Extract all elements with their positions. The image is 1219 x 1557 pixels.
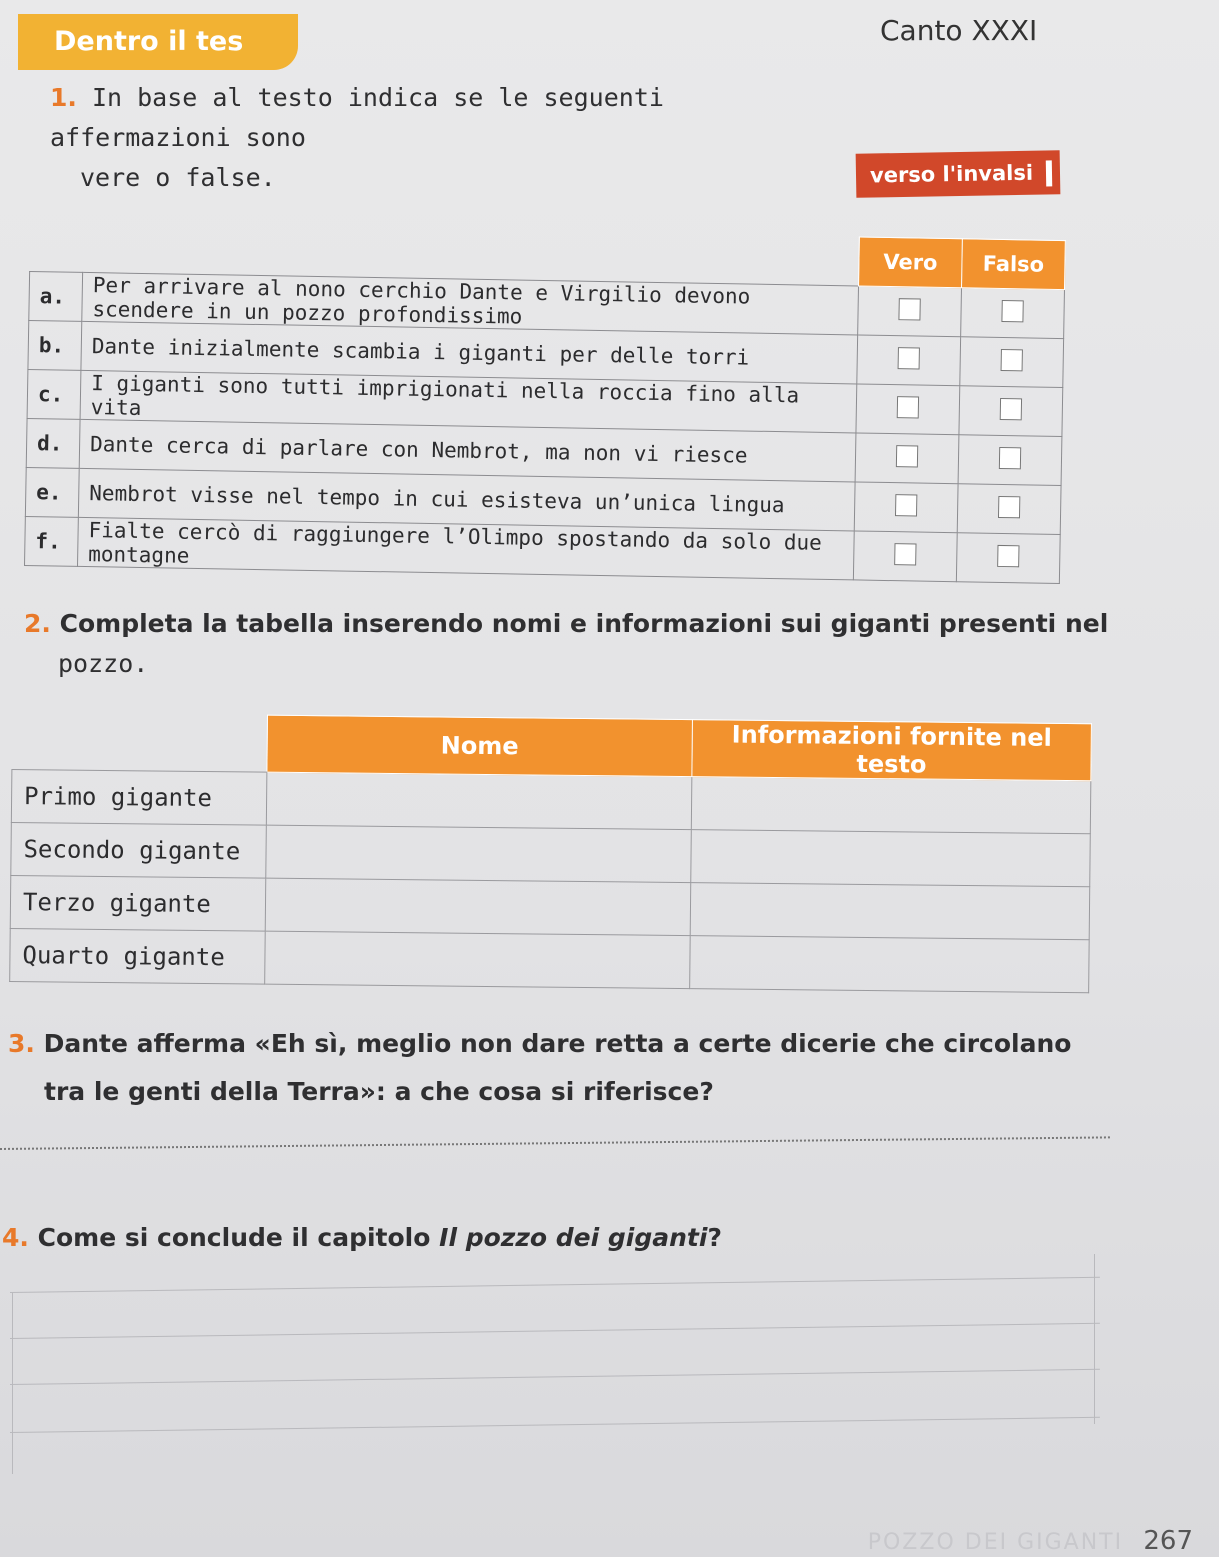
question-1-text-line1: In base al testo indica se le seguenti affermazioni sono <box>50 83 664 152</box>
row-cell-vero <box>856 384 960 435</box>
header-vero: Vero <box>859 237 963 288</box>
question-2 <box>24 604 1108 684</box>
info-cell[interactable] <box>690 936 1090 993</box>
row-letter: d. <box>26 418 80 468</box>
answer-box-right-border <box>1094 1254 1095 1424</box>
checkbox-falso[interactable] <box>997 544 1019 566</box>
question-1-number: 1. <box>50 83 77 112</box>
question-3-text-line2: tra le genti della Terra»: a che cosa si riferisce? <box>44 1077 714 1106</box>
checkbox-falso[interactable] <box>1001 299 1023 321</box>
header-informazioni: Informazioni fornite nel testo <box>692 720 1092 781</box>
answer-dotted-line[interactable] <box>0 1136 1110 1150</box>
checkbox-falso[interactable] <box>999 446 1021 468</box>
checkbox-falso[interactable] <box>998 495 1020 517</box>
question-3 <box>8 1024 1071 1120</box>
question-2-text-line2: pozzo. <box>58 649 149 678</box>
section-title: Dentro il tes <box>54 26 244 57</box>
row-statement: Dante inizialmente scambia i giganti per delle torri <box>81 321 858 384</box>
row-label: Secondo gigante <box>11 822 267 878</box>
question-2-text-line1: Completa la tabella inserendo nomi e informazioni sui giganti presenti nel <box>59 609 1109 638</box>
question-4-title: Il pozzo dei giganti <box>439 1223 708 1252</box>
checkbox-vero[interactable] <box>894 543 916 565</box>
answer-line[interactable] <box>10 1277 1100 1293</box>
row-cell-falso <box>961 288 1065 339</box>
row-statement: Fialte cercò di raggiungere l’Olimpo spostando da solo due montagne <box>77 517 854 580</box>
row-statement: Dante cerca di parlare con Nembrot, ma non vi riesce <box>79 419 856 482</box>
table-row <box>10 928 1089 992</box>
row-statement: Nembrot visse nel tempo in cui esisteva un’unica lingua <box>78 468 855 531</box>
header-nome: Nome <box>267 715 693 776</box>
question-2-number: 2. <box>24 609 51 638</box>
name-cell[interactable] <box>266 772 692 829</box>
answer-line[interactable] <box>10 1369 1100 1385</box>
invalsi-badge: verso l'invalsi <box>856 150 1061 198</box>
info-cell[interactable] <box>690 883 1090 940</box>
header-falso: Falso <box>961 239 1065 290</box>
question-4-text: Come si conclude il capitolo <box>37 1223 431 1252</box>
row-cell-falso <box>958 435 1062 486</box>
checkbox-falso[interactable] <box>1001 348 1023 370</box>
info-cell[interactable] <box>691 830 1091 887</box>
answer-line[interactable] <box>10 1417 1100 1433</box>
row-letter: a. <box>29 272 83 322</box>
row-label: Primo gigante <box>11 770 267 826</box>
row-cell-vero <box>857 335 961 386</box>
name-cell[interactable] <box>265 931 691 988</box>
question-3-text-line1: Dante afferma «Eh sì, meglio non dare retta a certe dicerie che circolano <box>43 1029 1072 1058</box>
row-cell-falso <box>957 484 1061 535</box>
canto-label: Canto XXXI <box>880 14 1038 47</box>
row-label: Terzo gigante <box>10 875 266 931</box>
name-cell[interactable] <box>265 878 691 935</box>
question-4 <box>2 1218 722 1258</box>
info-cell[interactable] <box>691 777 1091 834</box>
answer-line[interactable] <box>10 1323 1100 1339</box>
page-number: 267 <box>1143 1526 1193 1556</box>
row-letter: b. <box>28 320 82 370</box>
blank-header-cell <box>12 713 268 773</box>
row-cell-falso <box>959 386 1063 437</box>
row-statement: Per arrivare al nono cerchio Dante e Virgilio devono scendere in un pozzo profondissimo <box>82 272 859 335</box>
question-3-number: 3. <box>8 1029 35 1058</box>
row-cell-vero <box>855 433 959 484</box>
answer-box-left-border <box>12 1292 13 1474</box>
name-cell[interactable] <box>266 825 692 882</box>
checkbox-vero[interactable] <box>898 347 920 369</box>
checkbox-vero[interactable] <box>896 445 918 467</box>
question-1 <box>50 78 850 198</box>
row-cell-vero <box>853 531 957 582</box>
checkbox-vero[interactable] <box>897 396 919 418</box>
row-letter: f. <box>25 516 79 566</box>
checkbox-vero[interactable] <box>895 494 917 516</box>
row-statement: I giganti sono tutti imprigionati nella roccia fino alla vita <box>80 370 857 433</box>
row-letter: c. <box>27 369 81 419</box>
page-footer <box>868 1526 1193 1556</box>
checkbox-vero[interactable] <box>898 298 920 320</box>
row-letter: e. <box>25 467 79 517</box>
giants-table <box>9 712 1092 993</box>
running-title: POZZO DEI GIGANTI <box>867 1530 1124 1555</box>
row-cell-vero <box>854 482 958 533</box>
row-cell-falso <box>960 337 1064 388</box>
question-4-mark: ? <box>707 1223 722 1252</box>
row-label: Quarto gigante <box>10 928 266 984</box>
question-1-text-line2: vere o false. <box>80 163 276 192</box>
row-cell-falso <box>956 533 1060 584</box>
row-cell-vero <box>858 286 962 337</box>
true-false-table <box>24 222 1066 584</box>
section-tab <box>18 14 298 70</box>
checkbox-falso[interactable] <box>1000 397 1022 419</box>
question-4-number: 4. <box>2 1223 29 1252</box>
